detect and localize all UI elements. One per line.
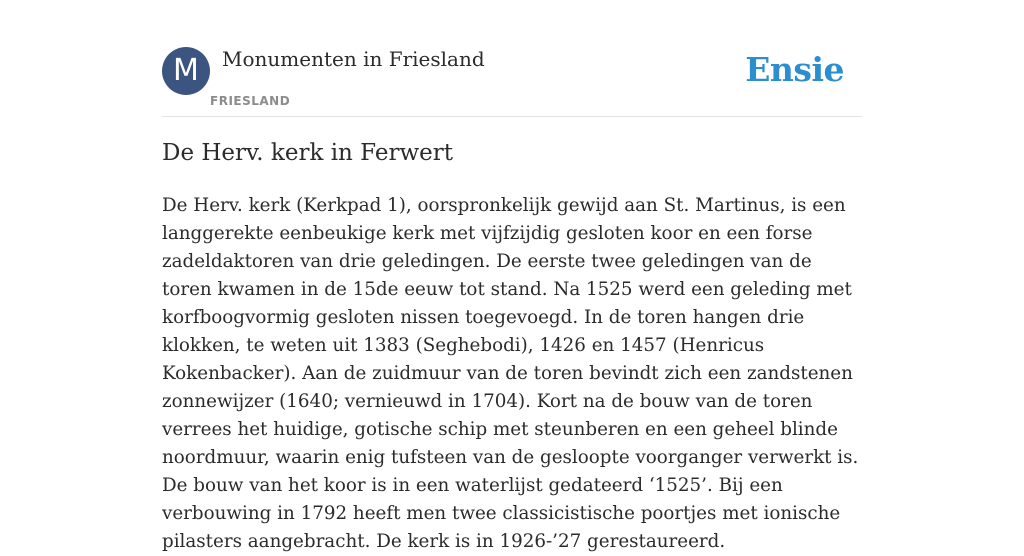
article-body: De Herv. kerk (Kerkpad 1), oorspronkelijk gewijd aan St. Martinus, is een langgerekte eenbeukige kerk met vijfzijdig gesloten koor en een forse zadeldaktoren van drie geledingen. De eerste twee geledingen van de toren kwamen in de 15de eeuw tot stand. Na 1525 werd een geleding met korfboogvormig gesloten nissen toegevoegd. In de toren hangen drie klokken, te weten uit 1383 (Seghebodi), 1426 en 1457 (Henricus Kokenbacker). Aan de zuidmuur van de toren bevindt zich een zandstenen zonnewijzer (1640; vernieuwd in 1704). Kort na de bouw van de toren verrees het huidige, gotische schip met steunberen en een geheel blinde noordmuur, waarin enig tufsteen van de gesloopte voorganger verwerkt is. De bouw van het koor is in een waterlijst gedateerd ‘1525’. Bij een verbouwing in 1792 heeft men twee classicistische poortjes met ionische pilasters aangebracht. De kerk is in 1926-’27 gerestaureerd. xyxy=(162,195,859,552)
brand-logo[interactable]: Ensie xyxy=(745,50,844,89)
category-label[interactable]: FRIESLAND xyxy=(210,94,291,108)
article-title: De Herv. kerk in Ferwert xyxy=(162,140,454,166)
publication-title[interactable]: Monumenten in Friesland xyxy=(222,47,485,71)
avatar[interactable]: M xyxy=(162,47,210,95)
header xyxy=(162,46,862,117)
